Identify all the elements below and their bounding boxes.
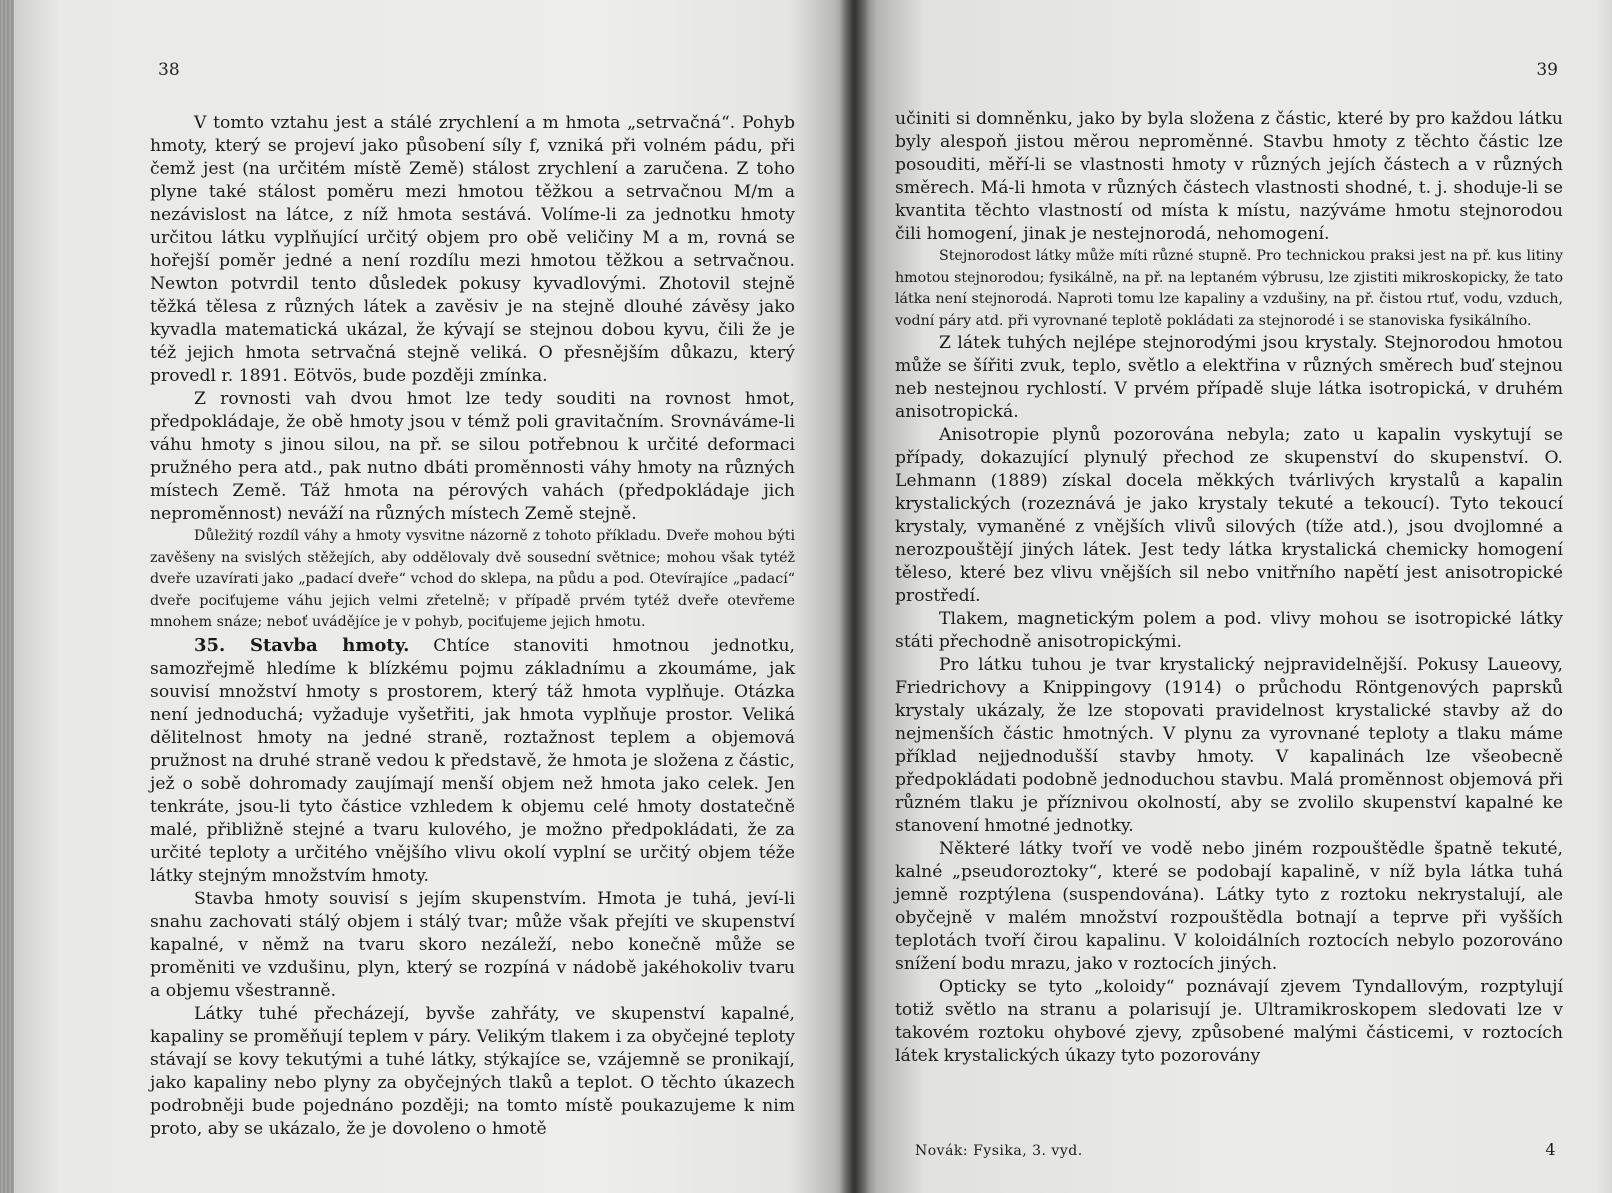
paragraph: Látky tuhé přecházejí, byvše zahřáty, ve skupenství kapalné, kapaliny se proměňují teplem v páry. Velikým tlakem i za obyčejné teploty stávají se kovy tekutými a tuhé látky, stýkajíce se, vzájemně se pronikají, jako kapaliny nebo plyny za obyčejných tlaků a teplot. O těchto úkazech podrobněji bude pojednáno později; na tomto místě poukazujeme k nim proto, aby se ukázalo, že je dovoleno o hmotě (150, 1003, 795, 1139)
page-edges (0, 0, 14, 1193)
paragraph-continued: učiniti si domněnku, jako by byla složena z částic, které by pro každou látku byly alespoň jistou měrou neproměnné. Stavbu hmoty z těchto částic lze posouditi, měří-li se vlastnosti hmoty v různých jejích částech a v různých směrech. Má-li hmota v různých částech vlastnosti shodné, t. j. shoduje-li se kvantita těchto vlastností od místa k místu, nazýváme hmotu stejnorodou čili homogení, jinak je nestejnorodá, nehomogení. (895, 109, 1563, 244)
section-heading: 35. Stavba hmoty. (194, 634, 410, 656)
footer-sheet-number: 4 (1545, 1140, 1556, 1159)
small-print-note: Důležitý rozdíl váhy a hmoty vysvitne názorně z tohoto příkladu. Dveře mohou býti zavěšeny na svislých stěžejích, aby oddělovaly dvě sousední světnice; mohou však tytéž dveře uzavírati jako „padací dveře“ vchod do sklepa, na půdu a pod. Otevírajíce „padací“ dveře pociťujeme váhu jejich velmi zřetelně; v případě prvém tytéž dveře otevřeme mnohem snáze; neboť uvádějíce je v pohyb, pociťujeme jejich hmotu. (150, 528, 795, 630)
paragraph: Anisotropie plynů pozorována nebyla; zato u kapalin vyskytují se případy, dokazující plynulý přechod ze skupenství do skupenství. O. Lehmann (1889) získal docela měkkých tvárlivých krystalů a kapalin krystalických (rozeznává je jako krystaly tekuté a tekoucí). Tyto tekoucí krystaly, vymaněné z vnějších vlivů silových (tíže atd.), jsou dvojlomné a nerozpouštějí jiných látek. Jest tedy látka krystalická chemicky homogení těleso, které bez vlivu vnějších sil nebo vnitřního napětí jest anisotropické prostředí. (895, 425, 1563, 606)
small-print-note: Stejnorodost látky může míti různé stupně. Pro technickou praksi jest na př. kus litiny hmotou stejnorodou; fysikálně, na př. na leptaném výbrusu, lze zjistiti mikroskopicky, že tato látka není stejnorodá. Naproti tomu lze kapaliny a vzdušiny, na př. čistou rtuť, vodu, vzduch, vodní páry atd. při vyrovnané teplotě pokládati za stejnorodé i se stanoviska fysikálního. (895, 248, 1563, 329)
paragraph: Opticky se tyto „koloidy“ poznávají zjevem Tyndallovým, rozptylují totiž světlo na stranu a polarisují je. Ultramikroskopem sledovati lze v takovém roztoku ohybové zjevy, způsobené malými částicemi, v roztocích látek krystalických úkazy tyto pozorovány (895, 977, 1563, 1066)
paragraph: Některé látky tvoří ve vodě nebo jiném rozpouštědle špatně tekuté, kalné „pseudoroztoky“, které se podobají kapalině, v níž byla látka tuhá jemně rozptýlena (suspendována). Látky tyto z roztoku nekrystalují, ale obyčejně v malém množství rozpouštědla botnají a teprve při vyšších teplotách tvoří čirou kapalinu. V koloidálních roztocích nebylo pozorováno snížení bodu mrazu, jako v roztocích jiných. (895, 839, 1563, 974)
left-page-body (150, 112, 795, 1141)
paragraph: Stavba hmoty souvisí s jejím skupenstvím. Hmota je tuhá, jeví-li snahu zachovati stálý objem i stálý tvar; může však přejíti ve skupenství kapalné, v němž na tvaru skoro nezáleží, nebo konečně může se proměniti ve vzdušinu, plyn, který se rozpíná v nádobě jakéhokoliv tvaru a objemu všestranně. (150, 888, 795, 1001)
paragraph: Pro látku tuhou je tvar krystalický nejpravidelnější. Pokusy Laueovy, Friedrichovy a Knippingovy (1914) o průchodu Röntgenových paprsků krystaly ukázaly, že lze stopovati pravidelnost krystalické stavby až do nejmenších částic hmotných. V plynu za vyrovnané teploty a tlaku máme příklad nejjednodušší stavby hmoty. V kapalinách lze všeobecně předpokládati podobně jednoduchou stavbu. Malá proměnnost objemová při různém tlaku je příznivou okolností, aby se zvolilo skupenství kapalné ke stanovení hmotné jednotky. (895, 655, 1563, 836)
section-paragraph (150, 634, 795, 888)
paragraph: Z rovnosti vah dvou hmot lze tedy souditi na rovnost hmot, předpokládaje, že obě hmoty jsou v témž poli gravitačním. Srovnáváme-li váhu hmoty s jinou silou, na př. se silou potřebnou k určité deformaci pružného pera atd., pak nutno dbáti proměnnosti váhy hmoty na různých místech Země. Táž hmota na pérových vahách (předpokládaje jich neproměnnost) neváží na různých místech Země stejně. (150, 389, 795, 524)
right-page (855, 0, 1612, 1193)
book-gutter (840, 0, 870, 1193)
paragraph: Z látek tuhých nejlépe stejnorodými jsou krystaly. Stejnorodou hmotou může se šířiti zvuk, teplo, světlo a elektřina v různých směrech buď stejnou neb nestejnou rychlostí. V prvém případě sluje látka isotropická, v druhém anisotropická. (895, 333, 1563, 422)
page-number-left: 38 (158, 60, 180, 80)
right-page-body (895, 108, 1563, 1068)
paragraph: Tlakem, magnetickým polem a pod. vlivy mohou se isotropické látky státi přechodně anisotropickými. (895, 609, 1563, 652)
page-number-right: 39 (1536, 60, 1558, 80)
footer-signature: Novák: Fysika, 3. vyd. (915, 1143, 1083, 1159)
paragraph: V tomto vztahu jest a stálé zrychlení a m hmota „setrvačná“. Pohyb hmoty, který se projeví jako působení síly f, vzniká při volném pádu, při čemž jest (na určitém místě Země) stálost zrychlení a zaručena. Z toho plyne také stálost poměru mezi hmotou těžkou a setrvačnou M/m a nezávislost na látce, z níž hmota sestává. Volíme-li za jednotku hmoty určitou látku vyplňující určitý objem pro obě veličiny M a m, rovná se hořejší poměr jedné a není rozdílu mezi hmotou těžkou a setrvačnou. Newton potvrdil tento důsledek pokusy kyvadlovými. Zhotovil stejně těžká tělesa z různých látek a zavěsiv je na stejně dlouhé závěsy jako kyvadla matematická ukázal, že kývají se stejnou dobou kyvu, čili že je též jejich hmota setrvačná stejně veliká. O přesnějším důkazu, který provedl r. 1891. Eötvös, bude později zmínka. (150, 113, 795, 386)
section-text: Chtíce stanoviti hmotnou jednotku, samozřejmě hledíme k blízkému pojmu základnímu a zkoumáme, jak souvisí množství hmoty s prostorem, který táž hmota vyplňuje. Otázka není jednoduchá; vyžaduje vyšetřiti, jak hmota vyplňuje prostor. Veliká dělitelnost hmoty na jedné straně, roztažnost teplem a objemová pružnost na druhé straně vedou k představě, že hmota je složena z částic, jež o sobě dohromady zaujímají menší objem než hmota jako celek. Jen tenkráte, jsou-li tyto částice vzhledem k objemu celé hmoty dostatečně malé, přibližně stejné a tvaru kulového, je možno předpokládati, že za určité teploty a určitého vnějšího vlivu okolí vyplní se určitý objem téže látky stejným množstvím hmoty. (150, 635, 795, 886)
